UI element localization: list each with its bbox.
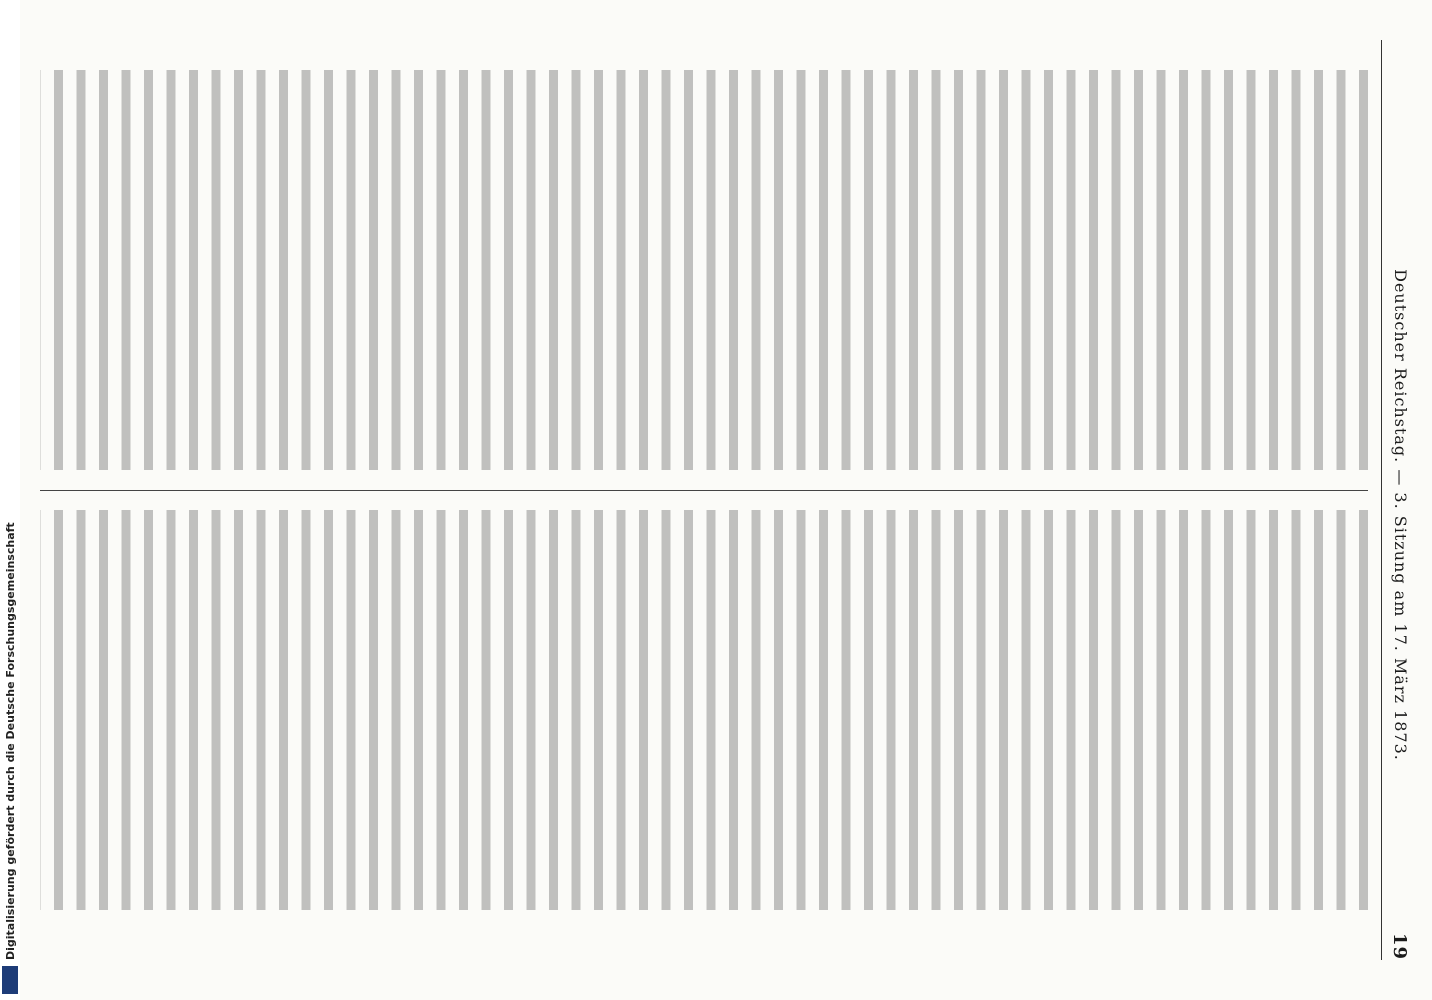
- page-number: 19: [1389, 932, 1410, 960]
- scanned-page: [20, 0, 1432, 1000]
- text-column-left: [40, 70, 1368, 470]
- column-divider: [40, 490, 1368, 491]
- header-rule: [1381, 40, 1382, 960]
- text-column-right: [40, 510, 1368, 910]
- digitization-credit-strip: [0, 0, 20, 1000]
- digitization-credit: Digitalisierung gefördert durch die Deutsche Forschungsgemeinschaft: [4, 522, 17, 960]
- rotated-page-content: [20, 0, 1432, 1000]
- page-header: [1384, 70, 1414, 960]
- page-header-title: Deutscher Reichstag. — 3. Sitzung am 17. März 1873.: [1391, 269, 1410, 761]
- dfg-logo: [2, 966, 18, 994]
